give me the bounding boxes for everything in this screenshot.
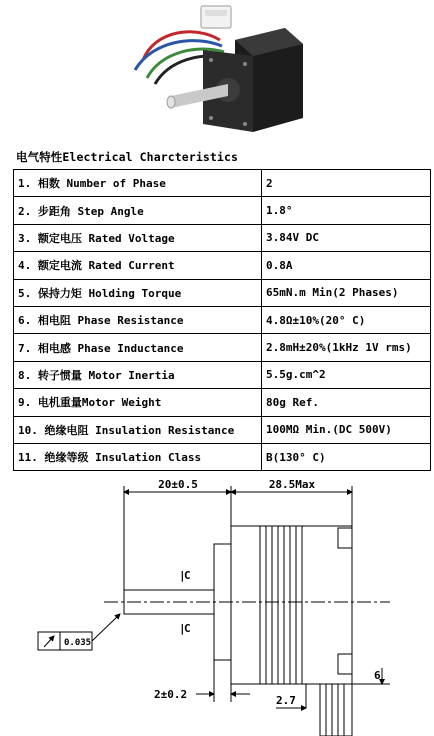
spec-label: 1. 相数 Number of Phase	[14, 170, 262, 197]
spec-value: 100MΩ Min.(DC 500V)	[262, 416, 431, 443]
datum-top: C	[184, 569, 191, 582]
tolerance-value: 0.035	[64, 638, 92, 648]
spec-label: 11. 绝缘等级 Insulation Class	[14, 443, 262, 470]
spec-label: 8. 转子惯量 Motor Inertia	[14, 361, 262, 388]
spec-label: 9. 电机重量Motor Weight	[14, 389, 262, 416]
svg-text:|: |	[179, 622, 186, 635]
table-row	[14, 279, 431, 306]
dim-flange: 2.7	[276, 694, 296, 707]
spec-value: 0.8A	[262, 252, 431, 279]
dim-shaft-length: 20±0.5	[158, 478, 198, 491]
table-row	[14, 389, 431, 416]
datum-bottom: C	[184, 622, 191, 635]
mechanical-drawing	[64, 472, 410, 736]
table-row	[14, 416, 431, 443]
spec-value: 65mN.m Min(2 Phases)	[262, 279, 431, 306]
motor-photo	[125, 0, 317, 143]
spec-value: B(130° C)	[262, 443, 431, 470]
spec-value: 3.84V DC	[262, 224, 431, 251]
table-row	[14, 334, 431, 361]
table-row	[14, 252, 431, 279]
dim-body-length: 28.5Max	[268, 478, 316, 491]
table-row	[14, 361, 431, 388]
spec-value: 2.8mH±20%(1kHz 1V rms)	[262, 334, 431, 361]
connector	[201, 6, 231, 28]
spec-label: 4. 额定电流 Rated Current	[14, 252, 262, 279]
dim-six: 6	[374, 669, 381, 682]
wire-bundle	[320, 684, 352, 736]
table-row	[14, 197, 431, 224]
spec-label: 7. 相电感 Phase Inductance	[14, 334, 262, 361]
spec-value: 5.5g.cm^2	[262, 361, 431, 388]
spec-table	[13, 169, 431, 471]
spec-label: 6. 相电阻 Phase Resistance	[14, 306, 262, 333]
table-row	[14, 170, 431, 197]
spec-label: 5. 保持力矩 Holding Torque	[14, 279, 262, 306]
spec-value: 2	[262, 170, 431, 197]
dim-boss-height: 2±0.2	[154, 688, 188, 701]
spec-label: 10. 绝缘电阻 Insulation Resistance	[14, 416, 262, 443]
section-title: 电气特性Electrical Charcteristics	[16, 150, 238, 164]
svg-text:|: |	[179, 569, 186, 582]
spec-value: 4.8Ω±10%(20° C)	[262, 306, 431, 333]
table-row	[14, 443, 431, 470]
spec-label: 2. 步距角 Step Angle	[14, 197, 262, 224]
table-row	[14, 306, 431, 333]
spec-value: 1.8°	[262, 197, 431, 224]
table-row	[14, 224, 431, 251]
spec-label: 3. 额定电压 Rated Voltage	[14, 224, 262, 251]
body-outline	[231, 526, 352, 684]
spec-value: 80g Ref.	[262, 389, 431, 416]
